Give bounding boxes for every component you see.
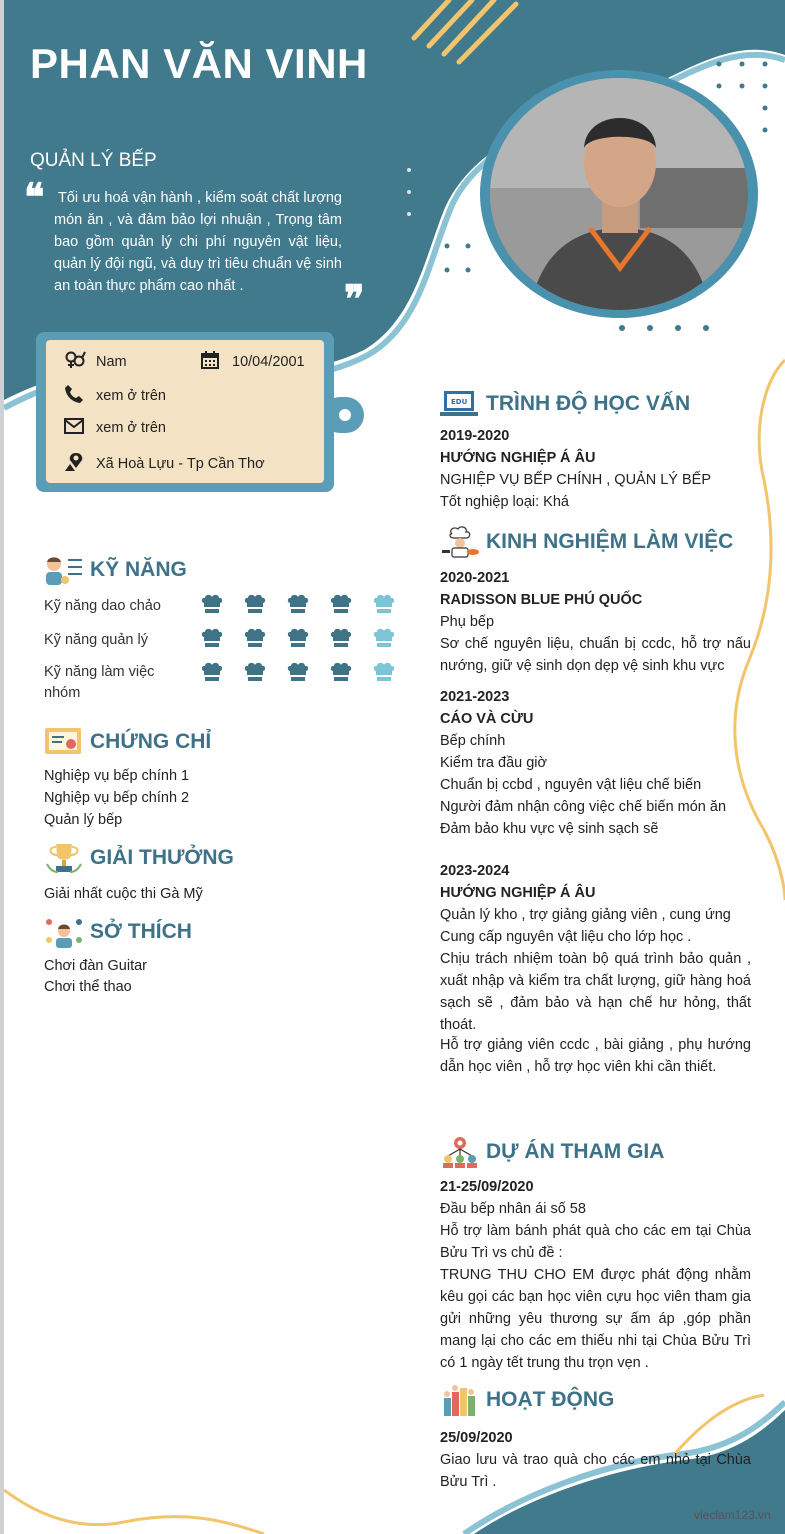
job-line: Phụ bếp xyxy=(440,614,495,630)
hobbies-icon xyxy=(44,916,84,948)
job-line: Kiểm tra đầu giờ xyxy=(440,755,548,771)
chef-hat-filled-icon xyxy=(286,662,310,684)
summary-text: Tối ưu hoá vận hành , kiểm soát chất lượng món ăn , và đảm bảo lợi nhuận , Trọng tâm bao gồm quản lý chi phí nguyên vật liệu, quản lý đội ngũ, và duy trì tiêu chuẩn vệ sinh an toàn thực phẩm cao nhất . xyxy=(54,190,342,294)
award-item: Giải nhất cuộc thi Gà Mỹ xyxy=(44,886,203,902)
activities-heading: HOẠT ĐỘNG xyxy=(440,1384,614,1416)
project-desc: TRUNG THU CHO EM được phát động nhằm kêu gọi các bạn học viên cựu học viên tham gia gửi những yêu thương sự ấm áp ,góp phần mang lại cho các em thiếu nhi tại Chùa Bửu Trì có 1 ngày tết trung thu trọn vẹn . xyxy=(440,1267,751,1371)
job-line: Quản lý kho , trợ giảng giảng viên , cung ứng xyxy=(440,907,731,923)
chef-hat-filled-icon xyxy=(243,662,267,684)
experience-heading: KINH NGHIỆM LÀM VIỆC xyxy=(440,526,733,558)
cv-page xyxy=(4,0,785,1534)
education-major: NGHIỆP VỤ BẾP CHÍNH , QUẢN LÝ BẾP xyxy=(440,472,712,488)
chef-hat-filled-icon xyxy=(243,594,267,616)
job-line: Sơ chế nguyên liệu, chuẩn bị ccdc, hỗ trợ nấu nướng, giữ vệ sinh dọn dẹp vệ sinh khu vực xyxy=(440,636,751,674)
gender-row xyxy=(64,350,127,374)
chef-icon xyxy=(440,526,480,558)
project-date: 21-25/09/2020 xyxy=(440,1179,534,1195)
skill-label: Kỹ năng dao chảo xyxy=(44,598,161,614)
job-line: Đảm bảo khu vực vệ sinh sạch sẽ xyxy=(440,821,659,837)
project-role: Đầu bếp nhân ái số 58 xyxy=(440,1201,586,1217)
chef-hat-filled-icon xyxy=(200,628,224,650)
team-project-icon xyxy=(440,1136,480,1168)
svg-text:EDU: EDU xyxy=(451,398,468,406)
skill-rating xyxy=(200,594,396,616)
watermark: vieclam123.vn xyxy=(694,1508,771,1522)
job-line: Chịu trách nhiệm toàn bộ quá trình bảo quản , xuất nhập và kiểm tra chất lượng, giữ hàng hoá sạch sẽ , đảm bảo và hạn chế hư hỏng, thất thoát. xyxy=(440,951,751,1033)
skill-label: Kỹ năng quản lý xyxy=(44,632,148,648)
hobby-item: Chơi thể thao xyxy=(44,979,132,995)
email-row xyxy=(64,418,166,438)
gender-value: Nam xyxy=(96,354,127,370)
chef-hat-filled-icon xyxy=(200,594,224,616)
activity-date: 25/09/2020 xyxy=(440,1430,513,1446)
hobby-item: Chơi đàn Guitar xyxy=(44,958,148,974)
education-school: HƯỚNG NGHIỆP Á ÂU xyxy=(440,450,596,466)
job-company: HƯỚNG NGHIỆP Á ÂU xyxy=(440,885,596,901)
phone-value: xem ở trên xyxy=(96,388,166,404)
projects-heading: DỰ ÁN THAM GIA xyxy=(440,1136,664,1168)
job-line: Chuẩn bị ccbd , nguyên vật liệu chế biến xyxy=(440,777,702,793)
activity-desc: Giao lưu và trao quà cho các em nhỏ tại Chùa Bửu Trì . xyxy=(440,1452,751,1490)
close-quote-icon: ❞ xyxy=(344,276,365,321)
education-grade: Tốt nghiệp loại: Khá xyxy=(440,494,569,510)
chef-hat-filled-icon xyxy=(329,662,353,684)
chef-hat-empty-icon xyxy=(372,628,396,650)
certificate-icon xyxy=(44,726,84,758)
skills-icon xyxy=(44,554,84,586)
job-line: Hỗ trợ giảng viên ccdc , bài giảng , phụ hướng dẫn học viên , hỗ trợ học viên khi cần thiết. xyxy=(440,1037,751,1075)
skill-label: Kỹ năng làm việc nhóm xyxy=(44,664,155,701)
calendar-icon xyxy=(200,350,228,374)
candidate-name: PHAN VĂN VINH xyxy=(30,40,368,87)
job-company: CÁO VÀ CỪU xyxy=(440,711,534,727)
job-period: 2023-2024 xyxy=(440,863,510,879)
chef-hat-filled-icon xyxy=(329,628,353,650)
dob-row xyxy=(200,350,305,374)
hobbies-heading: SỞ THÍCH xyxy=(44,916,192,948)
job-line: Bếp chính xyxy=(440,733,506,749)
activities-icon xyxy=(440,1384,480,1416)
laptop-icon xyxy=(440,388,480,420)
job-company: RADISSON BLUE PHÚ QUỐC xyxy=(440,592,643,608)
email-value: xem ở trên xyxy=(96,420,166,436)
job-period: 2021-2023 xyxy=(440,689,510,705)
chef-hat-filled-icon xyxy=(329,594,353,616)
chef-hat-filled-icon xyxy=(243,628,267,650)
certificate-item: Nghiệp vụ bếp chính 2 xyxy=(44,790,190,806)
location-pin-icon xyxy=(64,452,92,476)
awards-heading: GIẢI THƯỞNG xyxy=(44,842,234,874)
open-quote-icon: ❝ xyxy=(24,174,45,219)
skill-rating xyxy=(200,628,396,650)
chef-hat-filled-icon xyxy=(286,594,310,616)
chef-hat-filled-icon xyxy=(200,662,224,684)
chef-hat-empty-icon xyxy=(372,662,396,684)
certificate-item: Nghiệp vụ bếp chính 1 xyxy=(44,768,190,784)
certificates-heading: CHỨNG CHỈ xyxy=(44,726,211,758)
phone-row xyxy=(64,384,166,408)
education-period: 2019-2020 xyxy=(440,428,510,444)
education-heading: EDU TRÌNH ĐỘ HỌC VẤN xyxy=(440,388,690,420)
job-period: 2020-2021 xyxy=(440,570,510,586)
phone-icon xyxy=(64,384,92,408)
skills-heading: KỸ NĂNG xyxy=(44,554,187,586)
address-value: Xã Hoà Lựu - Tp Cần Thơ xyxy=(96,456,265,472)
trophy-icon xyxy=(44,842,84,874)
gender-icon xyxy=(64,350,92,374)
job-title: QUẢN LÝ BẾP xyxy=(30,150,157,171)
job-line: Người đảm nhận công việc chế biến món ăn xyxy=(440,799,727,815)
certificate-item: Quản lý bếp xyxy=(44,812,123,828)
chef-hat-filled-icon xyxy=(286,628,310,650)
chef-hat-empty-icon xyxy=(372,594,396,616)
job-line: Cung cấp nguyên vật liệu cho lớp học . xyxy=(440,929,692,945)
skill-rating xyxy=(200,662,396,684)
dob-value: 10/04/2001 xyxy=(232,354,305,370)
project-desc: Hỗ trợ làm bánh phát quà cho các em tại Chùa Bửu Trì vs chủ đề : xyxy=(440,1223,751,1261)
address-row xyxy=(64,452,265,476)
envelope-icon xyxy=(64,418,92,438)
avatar xyxy=(490,78,748,310)
